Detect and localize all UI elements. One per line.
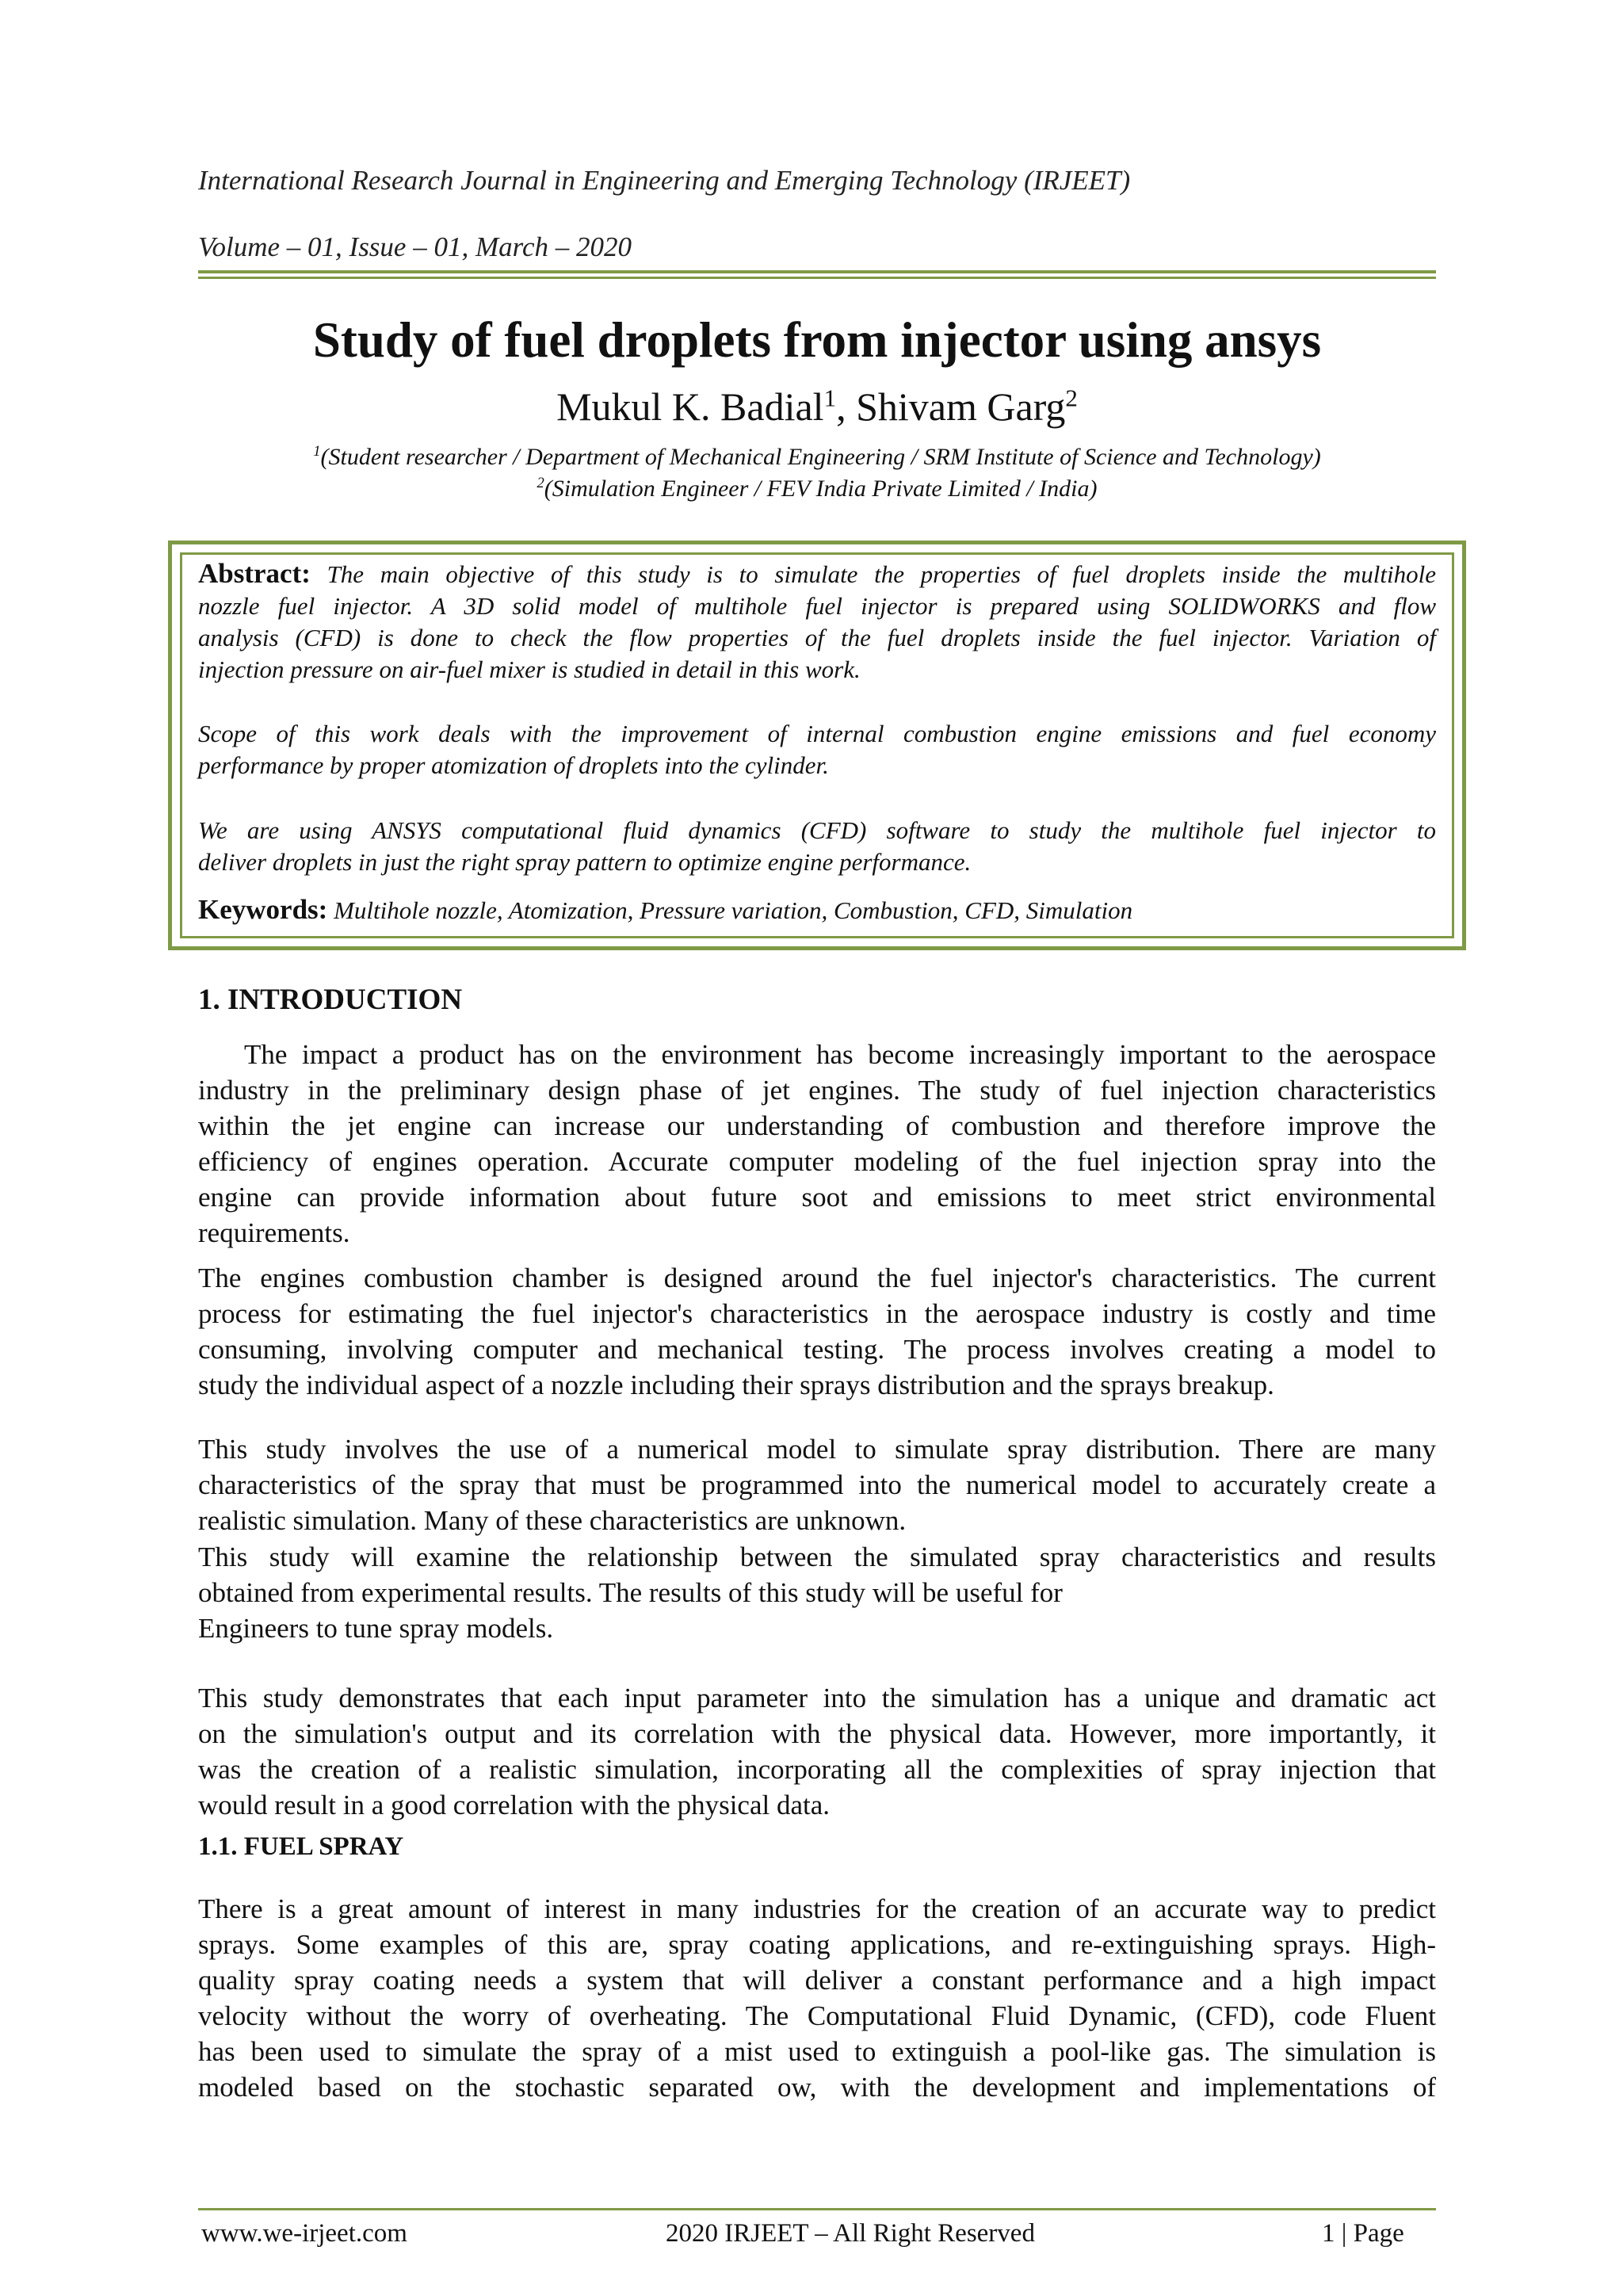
text-line: on the simulation's output and its correlation with the physical data. However, more importantly, it <box>198 1718 1436 1749</box>
affiliation-2-marker: 2 <box>537 475 544 491</box>
footer-page-number: 1 | Page <box>1322 2219 1404 2248</box>
text-line: There is a great amount of interest in many industries for the creation of an accurate way to predict <box>198 1893 1436 1924</box>
header-rule-thick <box>198 270 1436 273</box>
abstract-paragraph-3 <box>198 815 1436 878</box>
text-line: has been used to simulate the spray of a mist used to extinguish a pool-like gas. The simulation is <box>198 2036 1436 2067</box>
abstract-line: Scope of this work deals with the improvement of internal combustion engine emissions and fuel economy <box>198 720 1436 747</box>
author-1-affil: 1 <box>823 384 837 412</box>
text-line: obtained from experimental results. The results of this study will be useful for <box>198 1577 1063 1608</box>
intro-paragraph-1 <box>198 1037 1436 1251</box>
footer-copyright: 2020 IRJEET – All Right Reserved <box>666 2219 1035 2248</box>
author-1: Mukul K. Badial <box>556 384 824 429</box>
text-line: characteristics of the spray that must be programmed into the numerical model to accurately create a <box>198 1469 1436 1500</box>
paper-title: Study of fuel droplets from injector using ansys <box>312 312 1322 368</box>
text-line: would result in a good correlation with the physical data. <box>198 1790 831 1820</box>
intro-paragraph-3 <box>198 1431 1436 1538</box>
section-heading-introduction: 1. INTRODUCTION <box>198 984 463 1016</box>
intro-paragraph-5 <box>198 1680 1436 1823</box>
abstract-paragraph-1 <box>198 558 1436 686</box>
abstract-label: Abstract: <box>198 558 311 589</box>
authors <box>198 384 1436 430</box>
text-line: This study involves the use of a numerical model to simulate spray distribution. There are many <box>198 1434 1436 1465</box>
text-line: The engines combustion chamber is designed around the fuel injector's characteristics. The current <box>198 1263 1436 1293</box>
text-line: Engineers to tune spray models. <box>198 1613 554 1644</box>
text-line: quality spray coating needs a system that will deliver a constant performance and a high impact <box>198 1965 1436 1996</box>
footer-website-link[interactable]: www.we-irjeet.com <box>201 2219 407 2248</box>
affiliation-2-text: (Simulation Engineer / FEV India Private Limited / India) <box>544 476 1098 502</box>
header-rule-thin <box>198 277 1436 279</box>
affiliation-2 <box>198 476 1436 502</box>
intro-paragraph-4 <box>198 1539 1436 1646</box>
text-line: realistic simulation. Many of these characteristics are unknown. <box>198 1505 907 1536</box>
abstract-line: deliver droplets in just the right spray pattern to optimize engine performance. <box>198 848 972 876</box>
affiliation-1-text: (Student researcher / Department of Mechanical Engineering / SRM Institute of Science and Technology) <box>320 444 1321 470</box>
text-line: modeled based on the stochastic separated ow, with the development and implementations of <box>198 2072 1436 2103</box>
volume-issue: Volume – 01, Issue – 01, March – 2020 <box>198 231 632 262</box>
text-line: The impact a product has on the environment has become increasingly important to the aerospace <box>244 1039 1436 1070</box>
text-line: industry in the preliminary design phase of jet engines. The study of fuel injection characteristics <box>198 1075 1436 1106</box>
intro-paragraph-2 <box>198 1260 1436 1403</box>
author-2: Shivam Garg <box>856 384 1066 429</box>
text-line: process for estimating the fuel injector's characteristics in the aerospace industry is costly and time <box>198 1298 1436 1329</box>
text-line: study the individual aspect of a nozzle including their sprays distribution and the sprays breakup. <box>198 1370 1274 1400</box>
text-line: requirements. <box>198 1217 350 1248</box>
keywords-list: Multihole nozzle, Atomization, Pressure variation, Combustion, CFD, Simulation <box>327 896 1133 924</box>
text-line: This study will examine the relationship between the simulated spray characteristics and results <box>198 1541 1436 1572</box>
text-line: This study demonstrates that each input parameter into the simulation has a unique and dramatic act <box>198 1683 1436 1713</box>
fuel-spray-paragraph-1 <box>198 1891 1436 2105</box>
abstract-line: The main objective of this study is to simulate the properties of fuel droplets inside the multihole <box>310 560 1436 588</box>
text-line: velocity without the worry of overheating. The Computational Fluid Dynamic, (CFD), code Fluent <box>198 2000 1436 2031</box>
text-line: engine can provide information about future soot and emissions to meet strict environmental <box>198 1182 1436 1213</box>
keywords <box>198 894 1436 926</box>
author-separator: , <box>836 384 857 429</box>
text-line: consuming, involving computer and mechanical testing. The process involves creating a model to <box>198 1334 1436 1365</box>
abstract-line: performance by proper atomization of droplets into the cylinder. <box>198 751 829 779</box>
keywords-label: Keywords: <box>198 894 328 925</box>
text-line: was the creation of a realistic simulation, incorporating all the complexities of spray injection that <box>198 1754 1436 1785</box>
abstract-paragraph-2 <box>198 718 1436 781</box>
affiliation-1 <box>198 444 1436 471</box>
affiliation-1-marker: 1 <box>313 443 321 460</box>
abstract-line: analysis (CFD) is done to check the flow properties of the fuel droplets inside the fuel injector. Variation of <box>198 624 1436 651</box>
abstract-line: injection pressure on air-fuel mixer is studied in detail in this work. <box>198 655 861 683</box>
journal-name: International Research Journal in Engineering and Emerging Technology (IRJEET) <box>198 165 1131 196</box>
abstract-line: nozzle fuel injector. A 3D solid model of multihole fuel injector is prepared using SOLIDWORKS and flow <box>198 592 1436 620</box>
text-line: sprays. Some examples of this are, spray coating applications, and re-extinguishing sprays. High- <box>198 1929 1436 1960</box>
text-line: efficiency of engines operation. Accurate computer modeling of the fuel injection spray into the <box>198 1146 1436 1177</box>
footer-rule <box>198 2208 1436 2210</box>
text-line: within the jet engine can increase our understanding of combustion and therefore improve the <box>198 1110 1436 1141</box>
abstract-line: We are using ANSYS computational fluid dynamics (CFD) software to study the multihole fuel injector to <box>198 816 1436 844</box>
section-heading-fuel-spray: 1.1. FUEL SPRAY <box>198 1832 404 1861</box>
author-2-affil: 2 <box>1065 384 1078 412</box>
